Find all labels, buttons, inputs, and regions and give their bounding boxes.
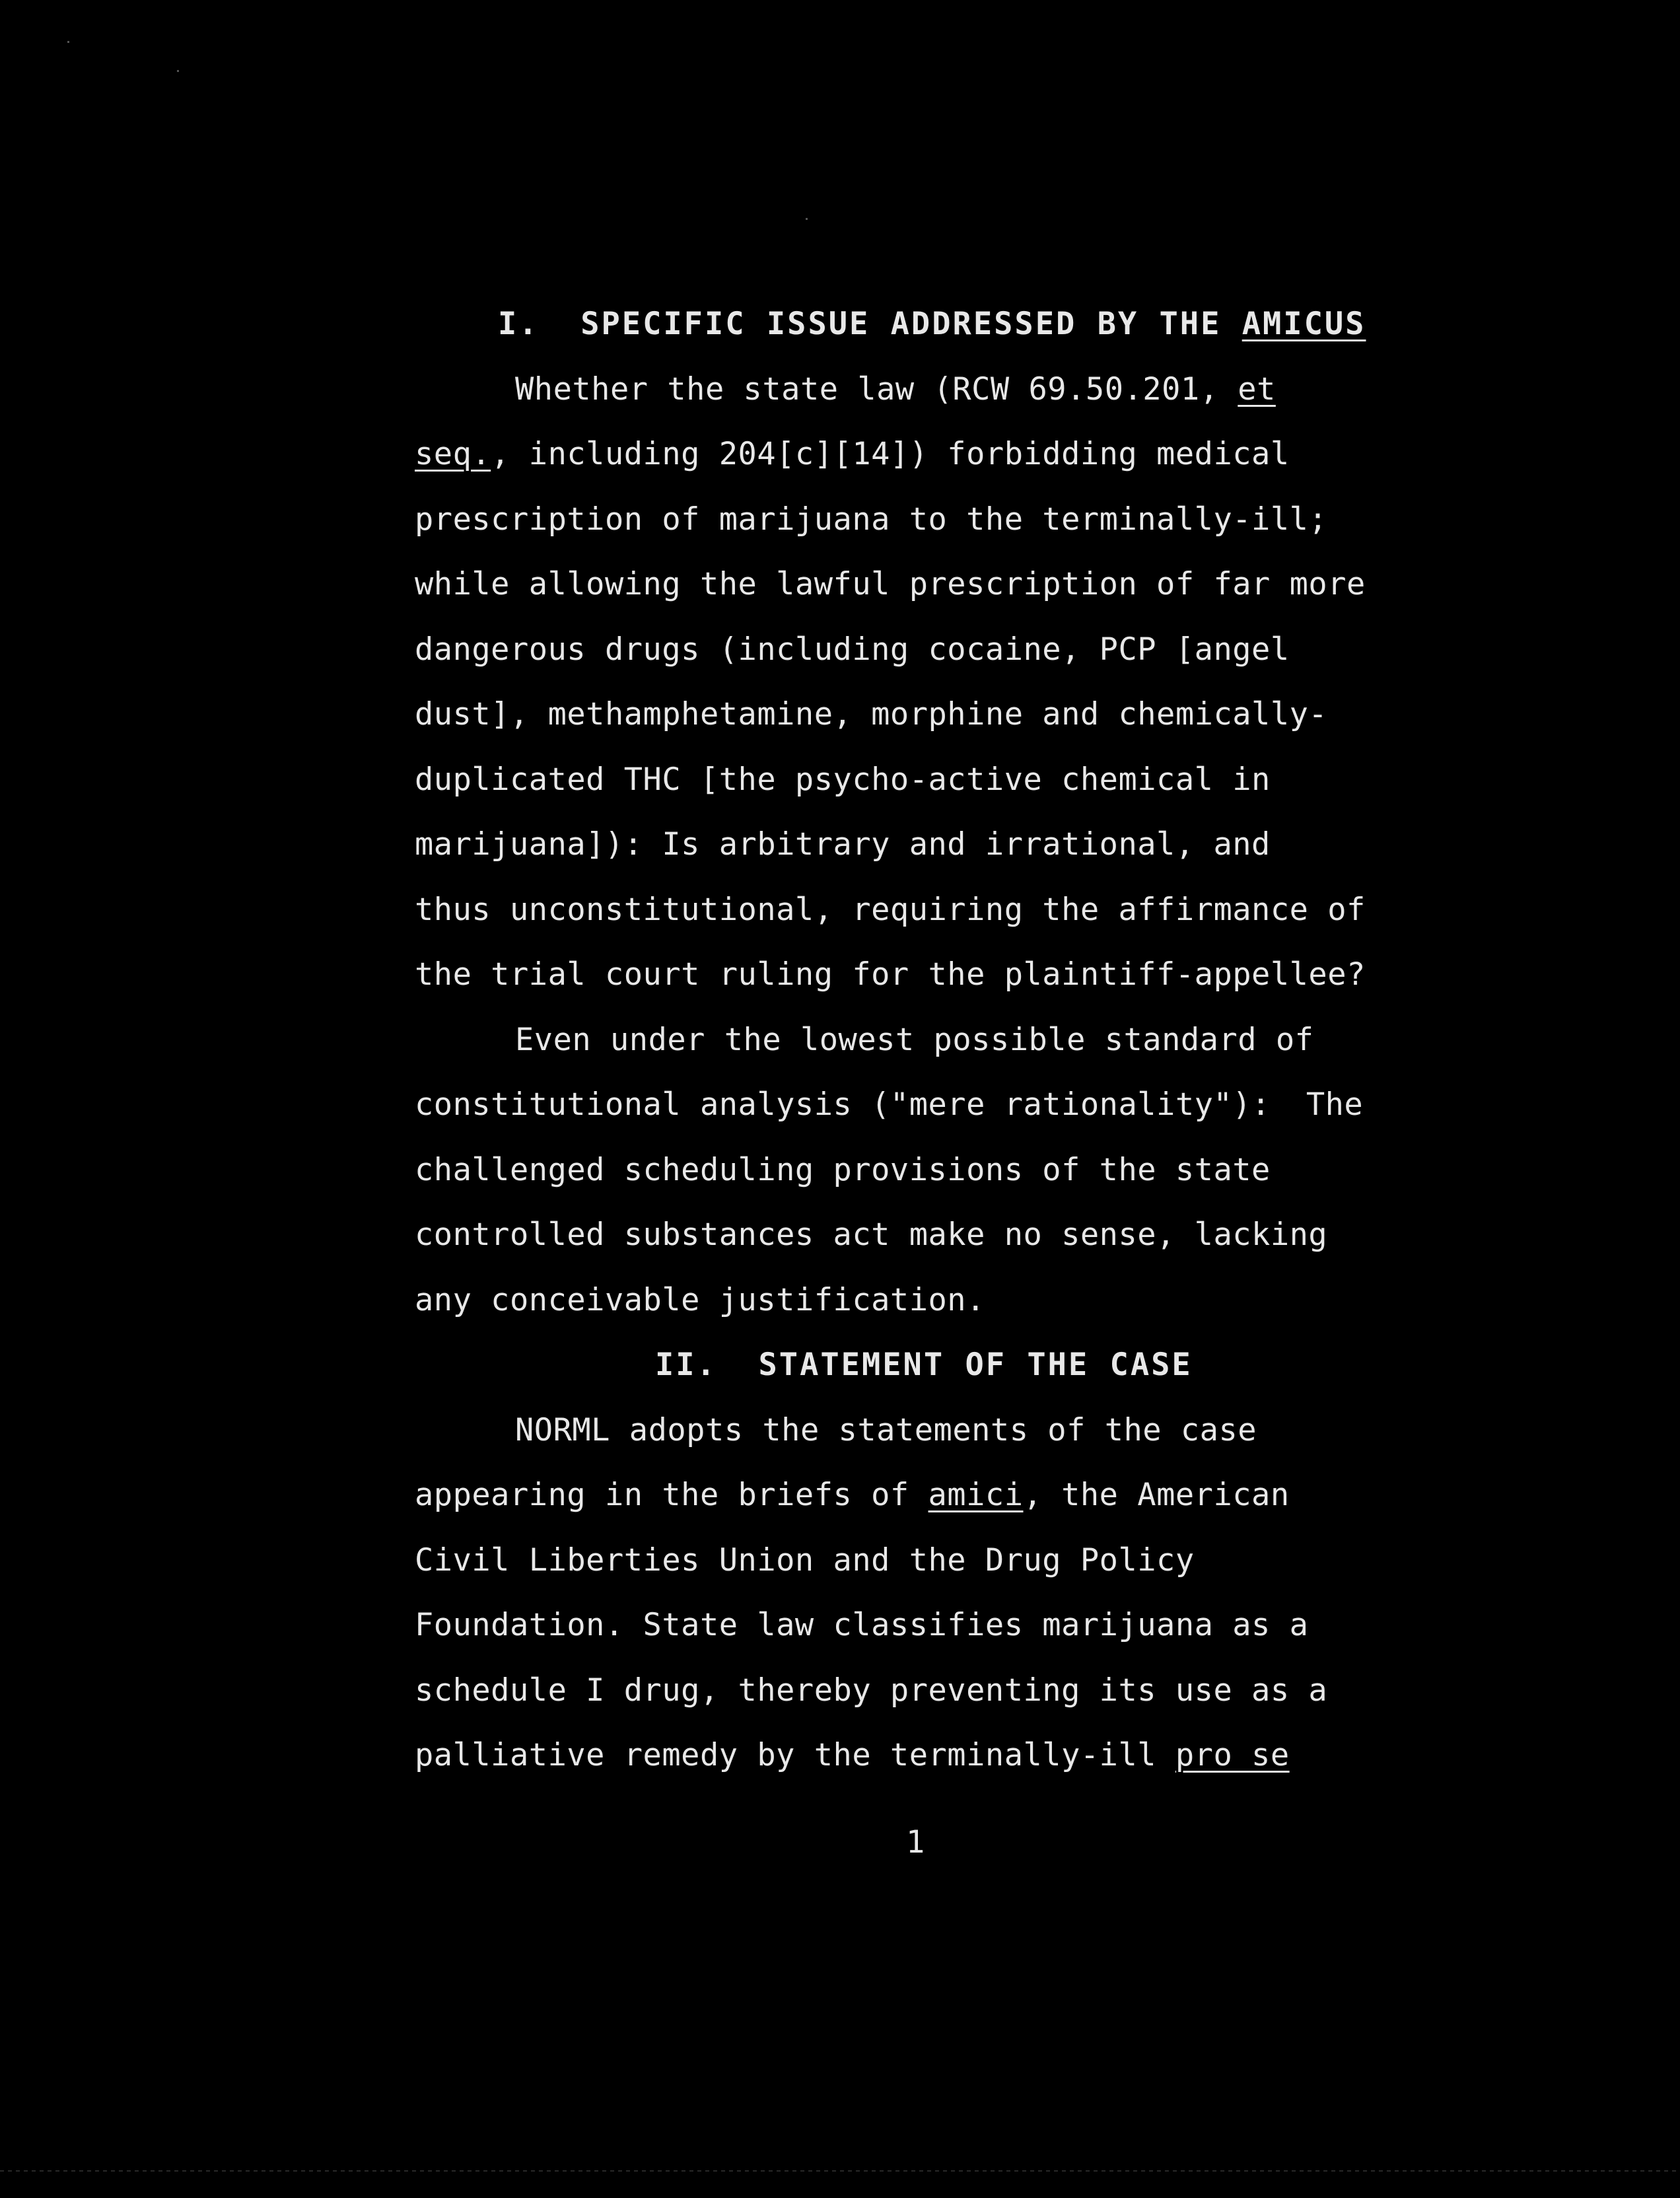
underlined-term: pro se bbox=[1175, 1737, 1290, 1773]
text-line bbox=[415, 1073, 1445, 1138]
text-span: constitutional analysis ("mere rationality"): bbox=[415, 1086, 1271, 1123]
document-body bbox=[415, 292, 1445, 1789]
text-line: marijuana]): Is arbitrary and irrational, and bbox=[415, 826, 1271, 863]
text-line: the trial court ruling for the plaintiff-appellee? bbox=[415, 956, 1366, 993]
text-line: prescription of marijuana to the terminally-ill; bbox=[415, 501, 1328, 538]
text-line bbox=[415, 422, 1445, 487]
text-line: Even under the lowest possible standard of bbox=[515, 1021, 1314, 1058]
section-heading-2 bbox=[415, 1333, 1445, 1398]
text-line: challenged scheduling provisions of the state bbox=[415, 1151, 1271, 1188]
scan-speck bbox=[67, 41, 69, 43]
text-line: NORML adopts the statements of the case bbox=[515, 1411, 1257, 1448]
scan-speck bbox=[177, 70, 179, 72]
section-heading-1 bbox=[415, 292, 1445, 357]
text-line: Civil Liberties Union and the Drug Policy bbox=[415, 1542, 1195, 1578]
text-span: appearing in the briefs of bbox=[415, 1477, 928, 1513]
text-line bbox=[415, 1723, 1445, 1789]
text-line bbox=[415, 1463, 1445, 1528]
heading-underlined-term: AMICUS bbox=[1242, 306, 1366, 342]
text-line: controlled substances act make no sense, lacking bbox=[415, 1217, 1328, 1253]
underlined-term: amici bbox=[928, 1477, 1024, 1513]
text-line: dangerous drugs (including cocaine, PCP [angel bbox=[415, 631, 1290, 668]
underlined-term: seq. bbox=[415, 436, 491, 472]
heading-numeral: II. bbox=[655, 1347, 717, 1383]
text-line: schedule I drug, thereby preventing its use as a bbox=[415, 1672, 1328, 1709]
text-line: duplicated THC [the psycho-active chemical in bbox=[415, 761, 1271, 798]
text-line: dust], methamphetamine, morphine and chemically- bbox=[415, 696, 1328, 732]
heading-text: STATEMENT OF THE CASE bbox=[758, 1347, 1193, 1383]
underlined-term: et bbox=[1238, 371, 1276, 408]
text-line: any conceivable justification. bbox=[415, 1281, 985, 1318]
scan-speck bbox=[806, 218, 808, 220]
text-line: Foundation. State law classifies marijuana as a bbox=[415, 1607, 1309, 1643]
text-line bbox=[415, 357, 1445, 423]
text-span: The bbox=[1306, 1086, 1364, 1123]
text-span: , the American bbox=[1023, 1477, 1290, 1513]
scan-edge-line bbox=[0, 2170, 1680, 2172]
text-line: while allowing the lawful prescription of far more bbox=[415, 566, 1366, 602]
heading-numeral: I. bbox=[498, 306, 540, 342]
text-span: , including 204[c][14]) forbidding medical bbox=[491, 436, 1290, 472]
text-span: Whether the state law (RCW 69.50.201, bbox=[515, 371, 1238, 408]
page-number: 1 bbox=[906, 1824, 925, 1861]
text-line: thus unconstitutional, requiring the affirmance of bbox=[415, 891, 1366, 928]
heading-text: SPECIFIC ISSUE ADDRESSED BY THE bbox=[580, 306, 1222, 342]
text-span: palliative remedy by the terminally-ill bbox=[415, 1737, 1175, 1773]
